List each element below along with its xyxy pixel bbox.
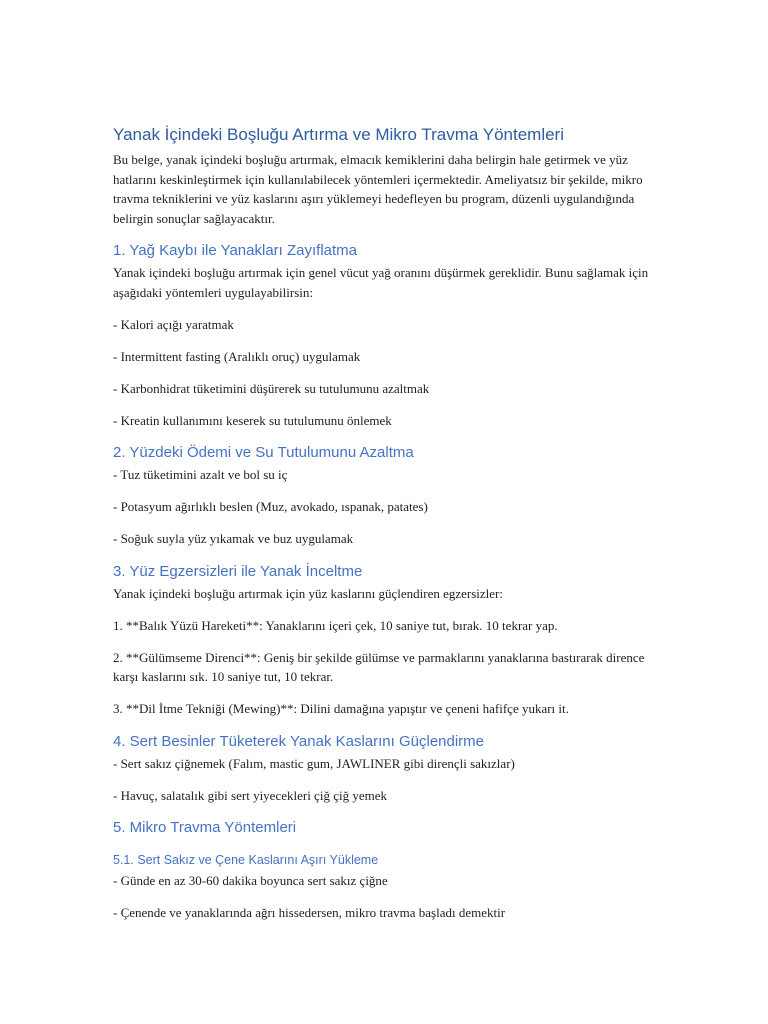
list-item: - Potasyum ağırlıklı beslen (Muz, avokado, ıspanak, patates): [113, 499, 428, 514]
section-heading-edema: 2. Yüzdeki Ödemi ve Su Tutulumunu Azaltma: [113, 444, 414, 461]
list-item: - Sert sakız çiğnemek (Falım, mastic gum, JAWLINER gibi dirençli sakızlar): [113, 755, 515, 771]
list-item: - Kalori açığı yaratmak: [113, 316, 234, 332]
list-item: - Çenende ve yanaklarında ağrı hissedersen, mikro travma başladı demektir: [113, 905, 506, 920]
document-title: Yanak İçindeki Boşluğu Artırma ve Mikro Travma Yöntemleri: [113, 125, 564, 144]
list-item: - Tuz tüketimini azalt ve bol su iç: [113, 467, 288, 482]
list-item: - Karbonhidrat tüketimini düşürerek su tutulumunu azaltmak: [113, 380, 430, 396]
section-lead: Yanak içindeki boşluğu artırmak için genel vücut yağ oranını düşürmek gereklidir. Bunu sağlamak için aşağıdaki yöntemleri uygulayabilirsin:: [113, 265, 649, 300]
list-item: 1. **Balık Yüzü Hareketi**: Yanaklarını içeri çek, 10 saniye tut, bırak. 10 tekrar yap.: [113, 617, 558, 633]
list-item: - Kreatin kullanımını keserek su tutulumunu önlemek: [113, 412, 392, 428]
list-item: - Havuç, salatalık gibi sert yiyecekleri çiğ çiğ yemek: [113, 787, 387, 803]
list-item: - Günde en az 30-60 dakika boyunca sert sakız çiğne: [113, 873, 388, 888]
section-heading-fat-loss: 1. Yağ Kaybı ile Yanakları Zayıflatma: [113, 242, 358, 259]
intro-paragraph: Bu belge, yanak içindeki boşluğu artırmak, elmacık kemiklerini daha belirgin hale getirmek ve yüz hatlarını keskinleştirmek için kullanılabilecek yöntemleri içermektedir. Ameliyatsız bir şekilde, mikro travma tekniklerini ve yüz kaslarını aşırı yüklemeyi hedefleyen bu program, düzenli uygulandığında belirgin sonuçlar sağlayacaktır.: [113, 152, 643, 226]
section-heading-micro-trauma: 5. Mikro Travma Yöntemleri: [113, 819, 297, 836]
section-lead: Yanak içindeki boşluğu artırmak için yüz kaslarını güçlendiren egzersizler:: [113, 585, 503, 601]
section-heading-hard-foods: 4. Sert Besinler Tüketerek Yanak Kaslarını Güçlendirme: [113, 732, 485, 750]
subsection-heading: 5.1. Sert Sakız ve Çene Kaslarını Aşırı Yükleme: [113, 853, 379, 867]
section-heading-exercises: 3. Yüz Egzersizleri ile Yanak İnceltme: [113, 562, 363, 580]
list-item: - Intermittent fasting (Aralıklı oruç) uygulamak: [113, 348, 361, 364]
list-item: 3. **Dil İtme Tekniği (Mewing)**: Dilini damağına yapıştır ve çeneni hafifçe yukarı it.: [113, 701, 569, 716]
list-item: - Soğuk suyla yüz yıkamak ve buz uygulamak: [113, 531, 354, 546]
list-item: 2. **Gülümseme Direnci**: Geniş bir şekilde gülümse ve parmaklarını yanaklarına bastırarak dirence karşı kaslarını sık. 10 saniye tut, 10 tekrar.: [113, 649, 645, 684]
